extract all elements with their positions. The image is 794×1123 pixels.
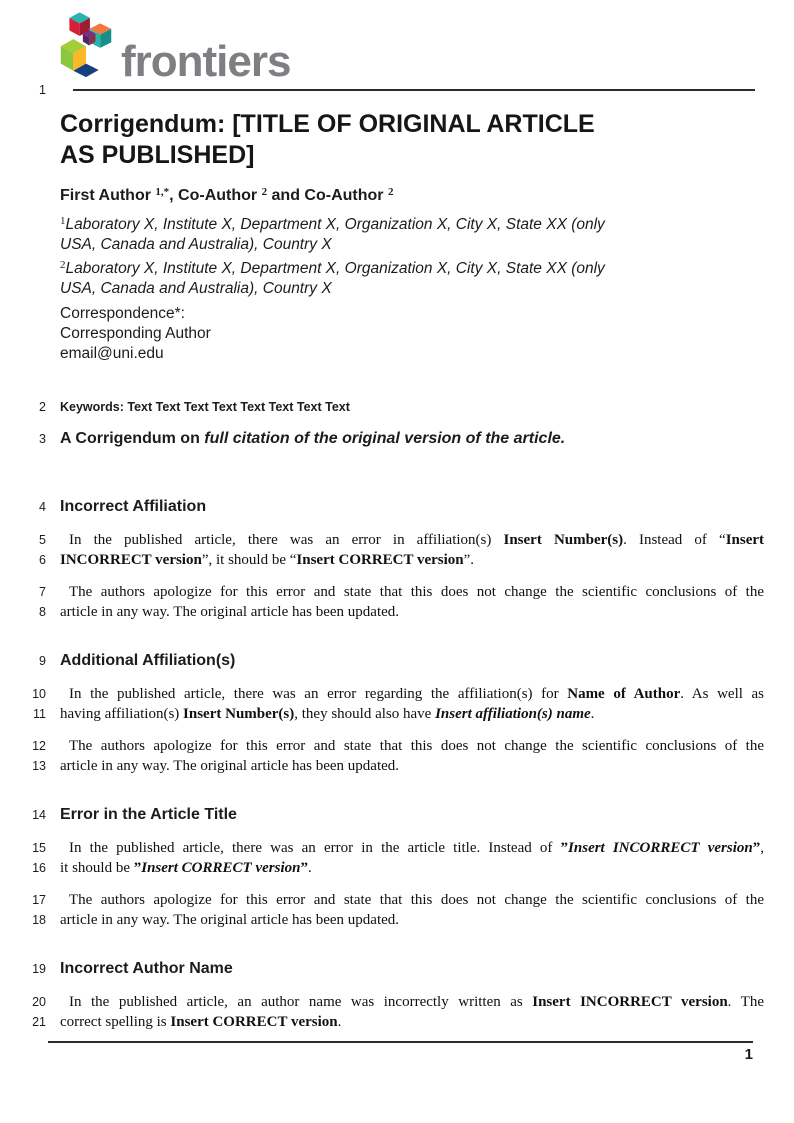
article-title [60,109,760,171]
body-segment: Insert INCORRECT version [568,840,753,856]
body-segment: Insert [725,532,765,548]
body-line [60,550,755,570]
header-logo [56,8,794,86]
correspondence-label: Correspondence*: [60,305,185,322]
header-rule [73,89,755,91]
frontiers-wordmark: frontiers [121,37,291,86]
line-number: 21 [32,1015,46,1029]
body-segment: correct spelling is [60,1014,171,1030]
body-line-row [0,838,794,858]
body-line-row [0,602,794,622]
body-line [60,992,764,1012]
body-segment: article in any way. The original article has been updated. [60,758,400,774]
affiliation-superscript: 2 [60,259,66,271]
line-number: 14 [32,808,46,822]
body-segment: article in any way. The original article has been updated. [60,604,400,620]
body-line [60,530,764,550]
line-number: 13 [32,759,46,773]
body-segment: ” [133,860,142,876]
affiliations [60,211,680,299]
body-segment: In the published article, an author name was incorrectly written as [69,994,533,1010]
line-number: 7 [39,585,46,599]
line-number: 9 [39,654,46,668]
author-superscript: 2 [387,186,394,198]
keywords-row [0,397,794,417]
body-line-row [0,1012,794,1032]
line-number: 8 [39,605,46,619]
footer-rule [48,1041,753,1043]
line-number: 17 [32,893,46,907]
body-segment: , they should also have [294,706,436,722]
body-segment: Insert affiliation(s) name [435,706,591,722]
correspondence-block [60,304,794,364]
body-segment: Insert CORRECT version [141,860,301,876]
affiliation-text: Laboratory X, Institute X, Department X, Organization X, City X, State XX (only [65,260,605,277]
body-segment: In the published article, there was an error in the article title. Instead of [69,840,561,856]
body-line-row [0,684,794,704]
body-segment: ” [752,840,761,856]
line-number: 6 [39,553,46,567]
paragraph [0,736,794,776]
section-heading-row [0,959,794,979]
corrigendum-on-row [0,429,794,449]
line-number: 4 [39,500,46,514]
body-line-row [0,890,794,910]
body-segment: Insert Number(s) [183,706,295,722]
keywords-text: Keywords: Text Text Text Text Text Text Text Text [60,400,350,414]
body-segment: Insert CORRECT version [170,1014,338,1030]
body-segment: Insert CORRECT version [296,552,464,568]
section-heading: Error in the Article Title [60,806,237,823]
affiliation [60,211,680,255]
body-line [60,838,764,858]
affiliation-line: USA, Canada and Australia), Country X [60,236,332,253]
body-segment: , [760,840,764,856]
line-number: 12 [32,739,46,753]
header-rule-row [0,83,794,97]
author-segment: First Author [60,187,156,204]
body-segment: Name of Author [567,686,681,702]
correspondence-email: email@uni.edu [60,345,164,362]
correspondence-author: Corresponding Author [60,325,211,342]
author-segment: and Co-Author [267,187,388,204]
body-segment: Insert INCORRECT version [532,994,728,1010]
body-segment: In the published article, there was an error in affiliation(s) [69,532,504,548]
affiliation [60,255,680,299]
paragraph [0,582,794,622]
body-segment: ” [300,860,308,876]
body-line-row [0,992,794,1012]
body-line [60,582,764,602]
affiliation-line [60,255,680,279]
page-number: 1 [744,1046,753,1063]
body-segment: In the published article, there was an error regarding the affiliation(s) for [69,686,568,702]
body-segment: The authors apologize for this error and state that this does not change the scientific conclusions of the [69,892,764,908]
body-line-row [0,858,794,878]
line-number: 1 [39,83,46,97]
body-line-row [0,736,794,756]
affiliation-line: USA, Canada and Australia), Country X [60,280,332,297]
body-segment: . [590,706,595,722]
body-segment: ” [560,840,569,856]
corrigendum-on-segment: full citation of the original version of the article. [204,430,566,447]
body-line [60,858,755,878]
body-line [60,910,755,930]
affiliation-text: Laboratory X, Institute X, Department X, Organization X, City X, State XX (only [65,216,605,233]
line-number: 15 [32,841,46,855]
paragraph [0,530,794,570]
line-number: 3 [39,432,46,446]
section-heading: Additional Affiliation(s) [60,652,236,669]
author-segment: , Co-Author [169,187,262,204]
body-line-row [0,530,794,550]
body-line [60,756,755,776]
corrigendum-on-segment: A Corrigendum on [60,430,205,447]
section-heading-row [0,805,794,825]
body-line [60,704,755,724]
body-segment: ”, it should be “ [201,552,297,568]
body-segment: The authors apologize for this error and state that this does not change the scientific conclusions of the [69,584,764,600]
body-line [60,736,764,756]
paragraph [0,684,794,724]
section-heading-row [0,651,794,671]
section-heading-row [0,497,794,517]
line-number: 11 [33,707,46,721]
section-heading: Incorrect Author Name [60,960,233,977]
body-segment: having affiliation(s) [60,706,184,722]
paragraph [0,992,794,1032]
line-number: 19 [32,962,46,976]
line-number: 5 [39,533,46,547]
body-segment: INCORRECT version [60,552,202,568]
body-line-row [0,756,794,776]
frontiers-logo-icon [56,9,116,82]
body-segment: . [307,860,312,876]
affiliation-line [60,211,680,235]
line-number: 10 [32,687,46,701]
section [0,497,794,622]
article-title-line: Corrigendum: [TITLE OF ORIGINAL ARTICLE [60,110,595,138]
line-number: 16 [32,861,46,875]
line-number: 2 [39,400,46,414]
article-title-line: AS PUBLISHED] [60,141,255,169]
body-segment: The authors apologize for this error and state that this does not change the scientific conclusions of the [69,738,764,754]
body-segment: ”. [463,552,475,568]
body-line [60,1012,755,1032]
paragraph [0,890,794,930]
body-segment: Insert Number(s) [503,532,624,548]
body-segment: . As well as [680,686,765,702]
body-segment: article in any way. The original article has been updated. [60,912,400,928]
paragraph [0,838,794,878]
body-line-row [0,582,794,602]
body-line [60,684,764,704]
line-number: 18 [32,913,46,927]
section [0,805,794,930]
section-heading: Incorrect Affiliation [60,498,207,515]
author-superscript: 2 [261,186,268,198]
body-segment: it should be [60,860,134,876]
section [0,651,794,776]
body-segment: . Instead of “ [623,532,726,548]
body-line-row [0,704,794,724]
corrigendum-on-text [60,429,755,449]
body-line [60,602,755,622]
author-superscript: 1,* [155,186,170,198]
line-number: 20 [32,995,46,1009]
body-line-row [0,550,794,570]
sections [0,497,794,1032]
affiliation-superscript: 1 [60,215,66,227]
section [0,959,794,1032]
authors-line [60,182,794,206]
body-segment: . The [727,994,764,1010]
body-line [60,890,764,910]
body-segment: . [337,1014,342,1030]
body-line-row [0,910,794,930]
footer [48,1041,753,1064]
